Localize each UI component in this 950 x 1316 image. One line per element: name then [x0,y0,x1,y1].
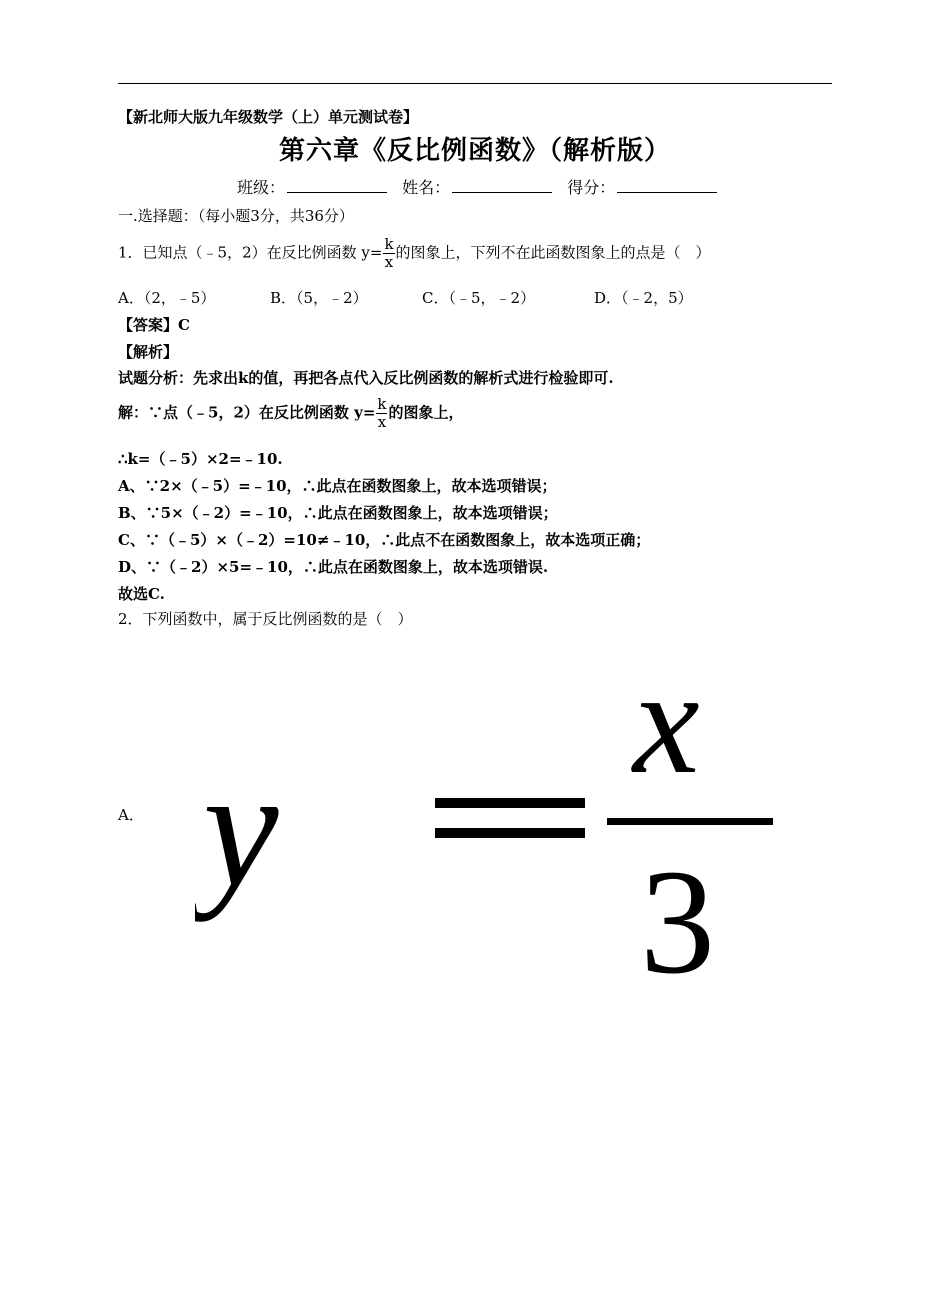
q1-options [118,287,693,308]
q1-option-b: B．（5，﹣2） [270,289,368,307]
q1-line: 故选C. [118,585,165,603]
q2-stem: 2．下列函数中，属于反比例函数的是（ ） [118,610,413,628]
q1-sol-after: 的图象上， [388,403,464,422]
q1-analysis: 试题分析：先求出k的值，再把各点代入反比例函数的解析式进行检验即可. [118,369,614,387]
q1-answer: 【答案】C [118,316,190,334]
q1-sol-den: x [377,413,387,431]
q1-fraction [383,236,394,271]
header-rule [118,83,832,84]
formula-denominator: 3 [640,839,715,1000]
page-title: 第六章《反比例函数》（解析版） [278,136,671,166]
q1-option-a: A．（2，﹣5） [118,289,216,307]
q1-stem-after: 的图象上，下列不在此函数图象上的点是（ ） [395,243,711,262]
q1-option-c: C．（﹣5，﹣2） [422,289,536,307]
q1-sol-before: 解：∵点（﹣5，2）在反比例函数 y= [118,403,376,422]
q1-analysis-label: 【解析】 [118,343,179,361]
name-label: 姓名： [402,178,451,197]
q1-line: ∴k=（﹣5）×2=﹣10. [118,450,283,468]
q1-frac-num: k [384,235,394,253]
q2-option-a-label: A． [118,806,144,824]
class-field[interactable] [287,178,387,193]
q1-line: A、∵2×（﹣5）=﹣10，∴此点在函数图象上，故本选项错误； [118,477,557,495]
formula-fraction-bar [607,818,773,825]
score-label: 得分： [567,178,616,197]
q1-line: D、∵（﹣2）×5=﹣10，∴此点在函数图象上，故本选项错误. [118,558,549,576]
student-info [237,175,727,198]
section-heading: 一.选择题：（每小题3分，共36分） [118,207,354,225]
score-field[interactable] [617,178,717,193]
q1-solution-start [118,396,464,431]
q1-sol-fraction [376,396,387,431]
formula-equals-bottom [435,828,585,838]
q1-line: C、∵（﹣5）×（﹣2）=10≠﹣10，∴此点不在函数图象上，故本选项正确； [118,531,651,549]
q1-sol-num: k [377,395,387,413]
formula-equals-top [435,798,585,808]
q1-frac-den: x [384,253,394,271]
name-field[interactable] [452,178,552,193]
series-label: 【新北师大版九年级数学（上）单元测试卷】 [118,108,419,126]
q1-stem-before: 1．已知点（﹣5，2）在反比例函数 y= [118,243,383,262]
formula-numerator: x [633,690,700,805]
q1-line: B、∵5×（﹣2）=﹣10，∴此点在函数图象上，故本选项错误； [118,504,558,522]
formula-lhs: y [203,734,279,922]
class-label: 班级： [237,178,286,197]
q1-option-d: D．（﹣2，5） [594,289,693,307]
q1-stem [118,236,711,271]
q2-option-a-formula [195,690,795,1000]
